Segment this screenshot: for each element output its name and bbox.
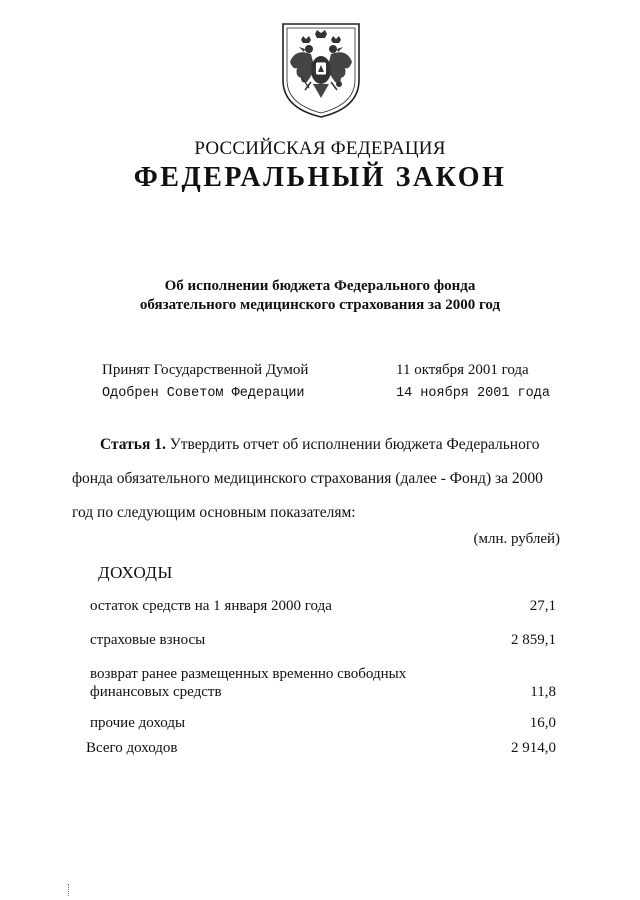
adoption-date: 11 октября 2001 года bbox=[396, 362, 529, 378]
income-row-value: 11,8 bbox=[530, 684, 556, 700]
income-row-value: 16,0 bbox=[529, 715, 556, 731]
article-1-heading: Статья 1. bbox=[100, 436, 166, 453]
law-title-line-2: обязательного медицинского страхования за 2000 год bbox=[139, 297, 501, 313]
units-note: (млн. рублей) bbox=[473, 531, 560, 547]
article-1 bbox=[72, 428, 564, 530]
country-name: РОССИЙСКАЯ ФЕДЕРАЦИЯ bbox=[194, 138, 446, 159]
scan-margin-mark bbox=[68, 884, 70, 896]
double-headed-eagle-coat-of-arms-icon bbox=[277, 18, 365, 120]
income-total-value: 2 914,0 bbox=[511, 740, 556, 756]
law-title bbox=[0, 277, 640, 315]
article-1-text: Утвердить отчет об исполнении бюджета Федерального фонда обязательного медицинского страхования (далее - Фонд) за 2000 год по следующим основным показателям: bbox=[72, 436, 543, 521]
income-row-label: возврат ранее размещенных временно свободных финансовых средств bbox=[90, 666, 407, 700]
income-total-label: Всего доходов bbox=[86, 740, 178, 756]
adoption-label: Принят Государственной Думой bbox=[102, 362, 309, 378]
adoption-label: Одобрен Советом Федерации bbox=[102, 386, 305, 401]
document-type: ФЕДЕРАЛЬНЫЙ ЗАКОН bbox=[133, 162, 507, 193]
income-row-label: страховые взносы bbox=[90, 632, 206, 648]
income-row-label: остаток средств на 1 января 2000 года bbox=[90, 598, 332, 614]
income-row-value: 27,1 bbox=[529, 598, 556, 614]
coat-of-arms-emblem bbox=[277, 18, 365, 120]
income-section-title: ДОХОДЫ bbox=[98, 563, 173, 582]
adoption-date: 14 ноября 2001 года bbox=[396, 386, 550, 401]
income-row-value: 2 859,1 bbox=[511, 632, 556, 648]
income-row-label: прочие доходы bbox=[90, 715, 186, 731]
law-title-line-1: Об исполнении бюджета Федерального фонда bbox=[164, 278, 476, 294]
